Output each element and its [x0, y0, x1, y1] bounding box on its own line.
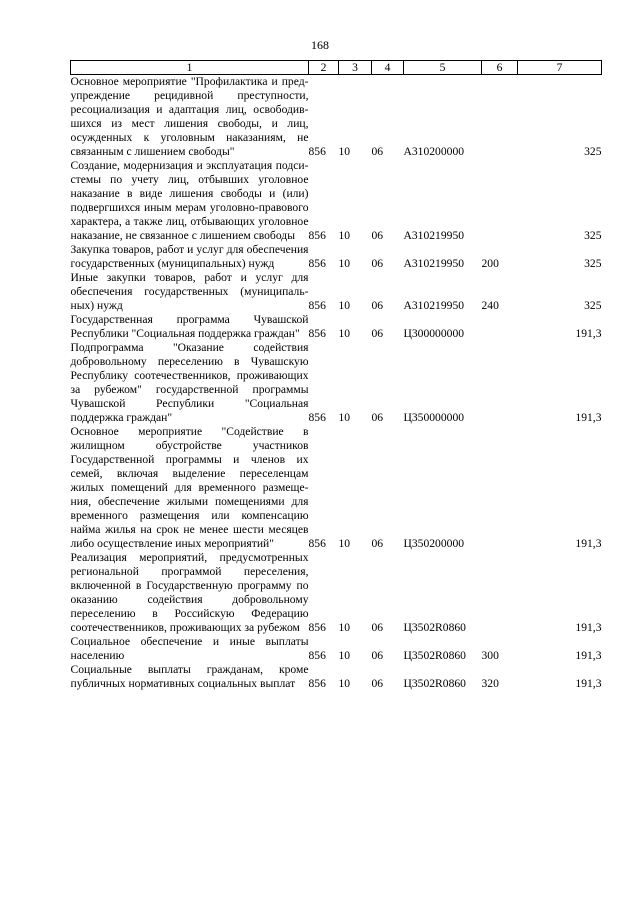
subsection-code: 06 [371, 537, 384, 550]
table-row [71, 271, 602, 313]
subsection-code: 06 [371, 677, 384, 690]
amount: 325 [584, 257, 602, 270]
target-code: А310219950 [403, 229, 465, 242]
table-row [71, 313, 602, 341]
table-row [71, 243, 602, 271]
ministry-code: 856 [308, 299, 326, 312]
expense-type-code [482, 341, 518, 425]
expense-type-code [482, 425, 518, 551]
table-row [71, 551, 602, 635]
subsection-code: 06 [371, 621, 384, 634]
table-row [71, 75, 602, 160]
section-code: 10 [338, 537, 351, 550]
table-row [71, 663, 602, 691]
subsection-code: 06 [371, 299, 384, 312]
target-code: А310219950 [403, 299, 465, 312]
ministry-code: 856 [308, 327, 326, 340]
table-row [71, 635, 602, 663]
expense-type-code: 300 [481, 649, 499, 662]
amount: 191,3 [575, 621, 602, 634]
ministry-code: 856 [308, 145, 326, 158]
item-name: Иные закупки товаров, работ и услуг для обеспечения государственных (муниципальных) нужд [70, 271, 309, 312]
item-name: Основное мероприятие "Содействие в жилищном обустройстве участников Государственной программы и членов их семей, включая выделение переселенцам жилых помещений для временного размещения, обеспечение жилыми помещениями для временного размещения или компенсацию найма жилья на срок не менее шести месяцев либо осуществление иных мероприятий" [70, 425, 309, 550]
item-name: Создание, модернизация и эксплуатация подсистемы по учету лиц, отбывших уголовное наказание в виде лишения свободы и (или) подвергшихся иным мерам уголовно-правового характера, а также лиц, отбывающих уголовное наказание, не связанное с лишением свободы [70, 159, 309, 242]
item-name: Социальное обеспечение и иные выплаты населению [70, 635, 309, 662]
item-name: Социальные выплаты гражданам, кроме публичных нормативных социальных выплат [70, 663, 309, 690]
section-code: 10 [338, 145, 351, 158]
header-col-6: 6 [482, 61, 518, 75]
section-code: 10 [338, 327, 351, 340]
header-col-2: 2 [309, 61, 339, 75]
ministry-code: 856 [308, 537, 326, 550]
amount: 191,3 [575, 327, 602, 340]
header-col-7: 7 [518, 61, 602, 75]
subsection-code: 06 [371, 649, 384, 662]
ministry-code: 856 [308, 411, 326, 424]
header-col-3: 3 [339, 61, 372, 75]
ministry-code: 856 [308, 677, 326, 690]
header-col-4: 4 [372, 61, 404, 75]
expense-type-code [482, 159, 518, 243]
subsection-code: 06 [371, 229, 384, 242]
amount: 325 [584, 229, 602, 242]
table-row [71, 425, 602, 551]
item-name: Закупка товаров, работ и услуг для обеспечения государственных (муниципальных) нужд [70, 243, 309, 270]
ministry-code: 856 [308, 649, 326, 662]
expense-type-code [482, 551, 518, 635]
amount: 325 [584, 145, 602, 158]
header-col-5: 5 [404, 61, 482, 75]
header-row [71, 61, 602, 75]
ministry-code: 856 [308, 257, 326, 270]
target-code: Ц3502R0860 [403, 621, 466, 634]
target-code: Ц350000000 [403, 411, 465, 424]
target-code: Ц300000000 [403, 327, 465, 340]
item-name: Подпрограмма "Оказание содействия добровольному переселению в Чувашскую Республику соотечественников, проживающих за рубежом" государственной программы Чувашской Республики "Социальная поддержка граждан" [70, 341, 309, 424]
target-code: Ц3502R0860 [403, 649, 466, 662]
expense-type-code [482, 75, 518, 160]
ministry-code: 856 [308, 229, 326, 242]
item-name: Реализация мероприятий, предусмотренных региональной программой переселения, включенной в Государственную программу по оказанию содействия добровольному переселению в Российскую Федерацию соотечественников, проживающих за рубежом [70, 551, 309, 634]
section-code: 10 [338, 677, 351, 690]
amount: 325 [584, 299, 602, 312]
section-code: 10 [338, 621, 351, 634]
amount: 191,3 [575, 677, 602, 690]
amount: 191,3 [575, 537, 602, 550]
section-code: 10 [338, 257, 351, 270]
expense-type-code: 240 [481, 299, 499, 312]
item-name: Государственная программа Чувашской Республики "Социальная поддержка граждан" [70, 313, 309, 340]
subsection-code: 06 [371, 327, 384, 340]
target-code: Ц350200000 [403, 537, 465, 550]
subsection-code: 06 [371, 145, 384, 158]
subsection-code: 06 [371, 411, 384, 424]
table-row [71, 341, 602, 425]
section-code: 10 [338, 649, 351, 662]
table-row [71, 159, 602, 243]
expense-type-code [482, 313, 518, 341]
amount: 191,3 [575, 411, 602, 424]
expense-type-code: 320 [481, 677, 499, 690]
target-code: А310200000 [403, 145, 465, 158]
page-number: 168 [311, 38, 329, 52]
budget-table [70, 60, 602, 691]
target-code: А310219950 [403, 257, 465, 270]
ministry-code: 856 [308, 621, 326, 634]
section-code: 10 [338, 411, 351, 424]
header-col-1: 1 [71, 61, 309, 75]
subsection-code: 06 [371, 257, 384, 270]
section-code: 10 [338, 229, 351, 242]
amount: 191,3 [575, 649, 602, 662]
item-name: Основное мероприятие "Профилактика и предупреждение рецидивной преступности, ресоциализация и адаптация лиц, освободившихся из мест лишения свободы, и лиц, осужденных к уголовным наказаниям, не связанным с лишением свободы" [70, 75, 309, 158]
target-code: Ц3502R0860 [403, 677, 466, 690]
section-code: 10 [338, 299, 351, 312]
expense-type-code: 200 [481, 257, 499, 270]
